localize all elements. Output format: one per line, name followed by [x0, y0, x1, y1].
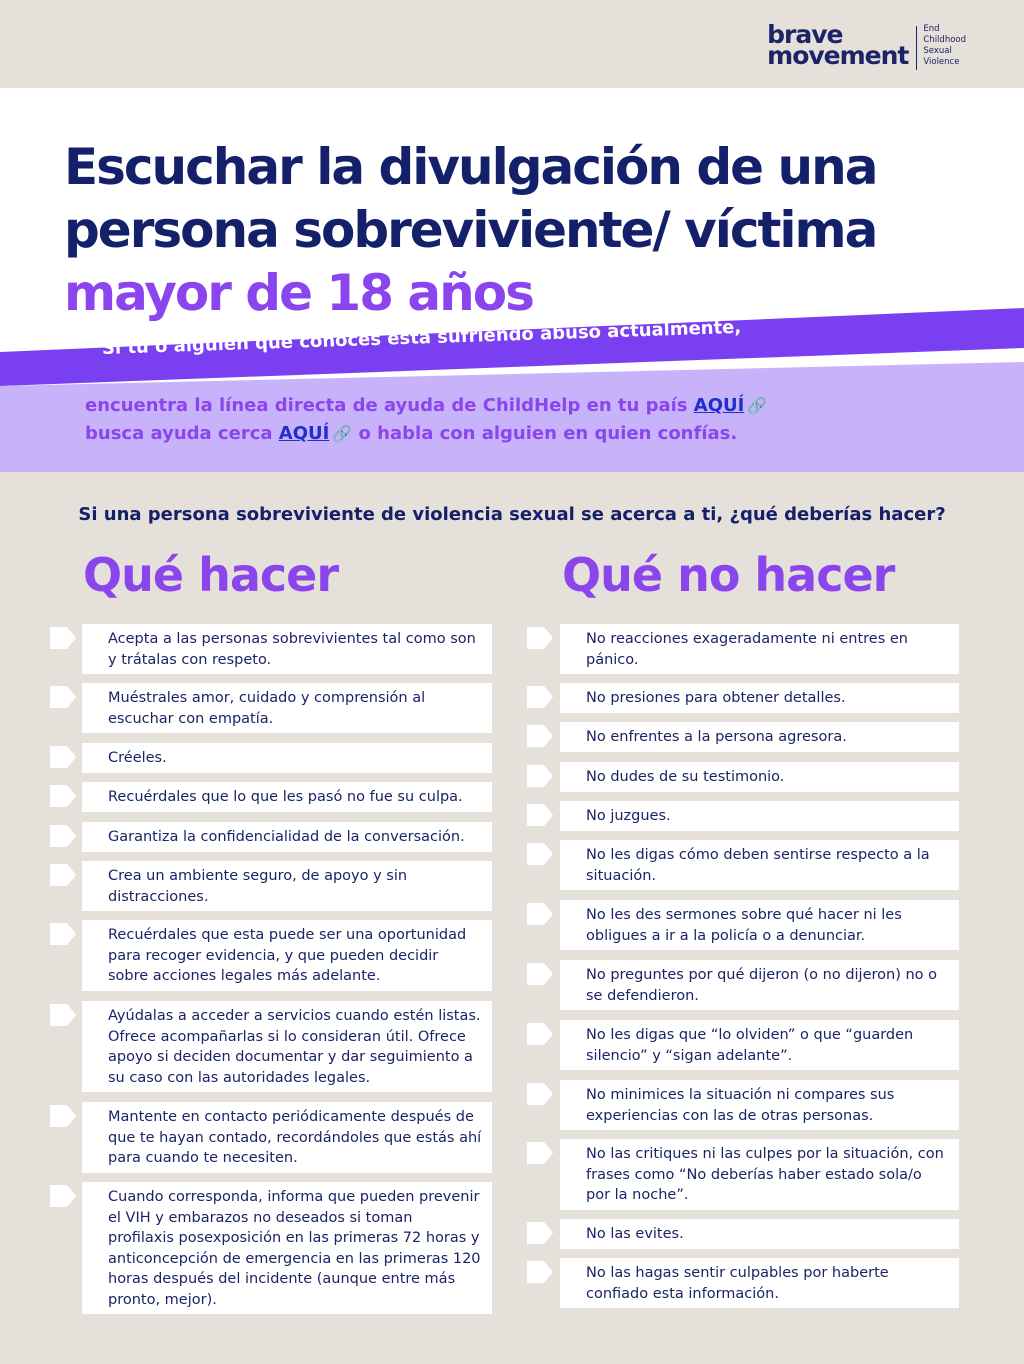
bullet-arrow-icon [527, 686, 553, 708]
bullet-arrow-icon [527, 1083, 553, 1105]
logo-line-2: movement [767, 41, 909, 70]
title-line-3: mayor de 18 años [64, 264, 533, 322]
bullet-arrow-icon [527, 1142, 553, 1164]
help-line-1-text: encuentra la línea directa de ayuda de ChildHelp en tu país [85, 395, 688, 416]
do-list-item: Crea un ambiente seguro, de apoyo y sin distracciones. [82, 861, 492, 911]
dont-list-item: No dudes de su testimonio. [560, 762, 959, 792]
do-list-item: Cuando corresponda, informa que pueden prevenir el VIH y embarazos no deseados si toman profilaxis posexposición en las primeras 72 horas y anticoncepción de emergencia en las primeras 120 horas después del incidente (aunque entre más pronto, mejor). [82, 1182, 492, 1314]
bullet-arrow-icon [50, 686, 76, 708]
brave-movement-logo[interactable] [767, 20, 966, 70]
dont-list-item: No enfrentes a la persona agresora. [560, 722, 959, 752]
title-line-1: Escuchar la divulgación de una [64, 138, 877, 196]
dont-list-item: No reacciones exageradamente ni entres en pánico. [560, 624, 959, 674]
link-chain-icon: 🔗 [747, 396, 768, 415]
dont-list-item: No minimices la situación ni compares sus experiencias con las de otras personas. [560, 1080, 959, 1130]
bullet-arrow-icon [527, 903, 553, 925]
do-list-item: Garantiza la confidencialidad de la conversación. [82, 822, 492, 852]
do-list-item: Muéstrales amor, cuidado y comprensión al escuchar con empatía. [82, 683, 492, 733]
do-list-item: Créeles. [82, 743, 492, 773]
do-list-item: Ayúdalas a acceder a servicios cuando estén listas. Ofrece acompañarlas si lo consideran útil. Ofrece apoyo si deciden documentar y dar seguimiento a su caso con las autoridades legales. [82, 1001, 492, 1092]
bullet-arrow-icon [50, 746, 76, 768]
bullet-arrow-icon [527, 1261, 553, 1283]
do-list-item: Recuérdales que lo que les pasó no fue su culpa. [82, 782, 492, 812]
bullet-arrow-icon [50, 1004, 76, 1026]
page-title [64, 136, 1004, 325]
childhelp-link[interactable]: AQUÍ [693, 395, 745, 416]
bullet-arrow-icon [50, 785, 76, 807]
logo-wordmark [767, 20, 909, 70]
dont-list-item: No juzgues. [560, 801, 959, 831]
dont-list-item: No les des sermones sobre qué hacer ni les obligues a ir a la policía o a denunciar. [560, 900, 959, 950]
link-chain-icon: 🔗 [332, 424, 353, 443]
help-line-2-suffix: o habla con alguien en quien confías. [358, 423, 738, 444]
dont-list-item: No les digas cómo deben sentirse respecto a la situación. [560, 840, 959, 890]
logo-tagline-3: Sexual [923, 46, 952, 56]
do-list-item: Acepta a las personas sobrevivientes tal como son y trátalas con respeto. [82, 624, 492, 674]
do-list-item: Recuérdales que esta puede ser una oportunidad para recoger evidencia, y que pueden decidir sobre acciones legales más adelante. [82, 920, 492, 991]
do-column-title: Qué hacer [83, 548, 339, 602]
bullet-arrow-icon [527, 1222, 553, 1244]
bullet-arrow-icon [527, 1023, 553, 1045]
top-bar [0, 0, 1024, 88]
do-list-item: Mantente en contacto periódicamente después de que te hayan contado, recordándoles que estás ahí para cuando te necesiten. [82, 1102, 492, 1173]
section-question: Si una persona sobreviviente de violencia sexual se acerca a ti, ¿qué deberías hacer? [78, 504, 946, 525]
bullet-arrow-icon [50, 1105, 76, 1127]
local-help-link[interactable]: AQUÍ [278, 423, 330, 444]
banner-text: Si tú o alguien que conoces está sufriendo abuso actualmente, [101, 316, 742, 359]
bullet-arrow-icon [527, 725, 553, 747]
bullet-arrow-icon [527, 765, 553, 787]
bullet-arrow-icon [50, 825, 76, 847]
dont-list-item: No las hagas sentir culpables por haberte confiado esta información. [560, 1258, 959, 1308]
dont-list-item: No presiones para obtener detalles. [560, 683, 959, 713]
help-line-2 [85, 420, 767, 448]
help-line-2-prefix: busca ayuda cerca [85, 423, 273, 444]
bullet-arrow-icon [50, 923, 76, 945]
bullet-arrow-icon [527, 963, 553, 985]
dont-list-item: No las critiques ni las culpes por la situación, con frases como “No deberías haber estado sola/o por la noche”. [560, 1139, 959, 1210]
title-line-2: persona sobreviviente/ víctima [64, 201, 877, 259]
bullet-arrow-icon [50, 1185, 76, 1207]
logo-divider [916, 26, 917, 70]
dont-list-item: No preguntes por qué dijeron (o no dijeron) no o se defendieron. [560, 960, 959, 1010]
dont-column-title: Qué no hacer [562, 548, 895, 602]
logo-tagline-2: Childhood [923, 35, 966, 45]
logo-tagline [923, 24, 966, 68]
bullet-arrow-icon [50, 864, 76, 886]
bullet-arrow-icon [50, 627, 76, 649]
logo-line-1: brave [767, 20, 843, 49]
help-line-1 [85, 392, 767, 420]
logo-tagline-1: End [923, 24, 940, 34]
dont-list-item: No les digas que “lo olviden” o que “guarden silencio” y “sigan adelante”. [560, 1020, 959, 1070]
bullet-arrow-icon [527, 843, 553, 865]
logo-tagline-4: Violence [923, 57, 960, 67]
bullet-arrow-icon [527, 804, 553, 826]
bullet-arrow-icon [527, 627, 553, 649]
dont-list-item: No las evites. [560, 1219, 959, 1249]
help-lines [85, 392, 767, 448]
